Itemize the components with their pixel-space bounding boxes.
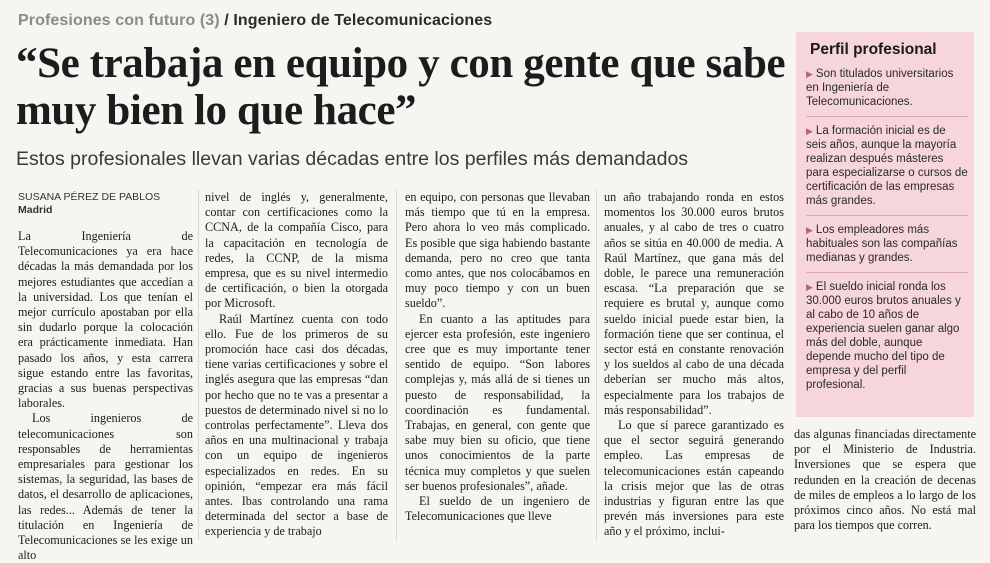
deck-subtitle: Estos profesionales llevan varias décadas entre los perfiles más demandados: [16, 148, 689, 170]
series-label: Profesiones con futuro (3): [18, 12, 220, 29]
paragraph: Raúl Martínez cuenta con todo ello. Fue de los primeros de su promoción hace casi dos décadas, tiene varias certificaciones y sobre el inglés asegura que las empresas “dan por hecho que no te vas a presentar a puestos de determinado nivel si no lo controlas perfectamente”. Lleva dos años en una multinacional y trabaja con un equipo de ingenieros especializados en redes. En su opinión, “empezar era más fácil antes. Ibas controlando una rama determinada del sector a base de experiencia y de trabajo: [205, 311, 388, 539]
sidebar-item: [806, 273, 968, 399]
article-column-2: [205, 190, 388, 540]
paragraph: Los ingenieros de telecomunicaciones son responsables de herramientas empresariales para gestionar los sistemas, la seguridad, las bases de datos, el desarrollo de aplicaciones, las redes... Además de tener la titulación en Ingeniería de Telecomunicaciones se les exige un alto: [18, 411, 193, 563]
triangle-bullet-icon: ▶: [806, 126, 813, 136]
sidebar-item-text: El sueldo inicial ronda los 30.000 euros brutos anuales y al cabo de 10 años de experiencia suelen ganar algo más del doble, aunque depende mucho del tipo de empresa y del perfil profesional.: [806, 281, 961, 391]
section-kicker: [18, 12, 492, 30]
sidebar-item: [806, 216, 968, 273]
triangle-bullet-icon: ▶: [806, 225, 813, 235]
paragraph: das algunas financiadas directamente por el Ministerio de Industria. Inversiones que se espera que redunden en la creación de decenas de miles de empleos a lo largo de los próximos cinco años. No está mal para los tiempos que corren.: [794, 427, 976, 533]
column-divider: [596, 190, 597, 540]
kicker-separator: /: [219, 12, 234, 29]
sidebar-item-text: La formación inicial es de seis años, aunque la mayoría realizan después másteres para especializarse o cursos de certificación de las empresas más grandes.: [806, 125, 968, 207]
byline: [18, 191, 160, 217]
topic-label: Ingeniero de Telecomunicaciones: [233, 12, 493, 29]
column-divider: [198, 190, 199, 540]
article-column-4: [604, 190, 784, 540]
article-column-3: [405, 190, 590, 524]
paragraph: en equipo, con personas que llevaban más tiempo que tú en la empresa. Pero ahora lo veo más complicado. Es posible que siga habiendo bastante demanda, pero no creo que tanta como antes, que nos colocábamos en muy poco tiempo y con un buen sueldo”.: [405, 190, 590, 311]
sidebar-item: [806, 67, 968, 117]
triangle-bullet-icon: ▶: [806, 69, 813, 79]
sidebar-item-text: Los empleadores más habituales son las compañías medianas y grandes.: [806, 224, 958, 264]
profile-sidebar: [796, 32, 974, 417]
paragraph: nivel de inglés y, generalmente, contar con certificaciones como la CCNA, de la compañía Cisco, para la capacitación en tecnología de redes, la CCNP, de la misma empresa, que es su nivel intermedio de certificación, o bien la otorgada por Microsoft.: [205, 190, 388, 311]
article-column-1: [18, 229, 193, 563]
sidebar-title: Perfil profesional: [810, 41, 937, 58]
paragraph: En cuanto a las aptitudes para ejercer esta profesión, este ingeniero cree que es muy importante tener sentido de equipo. “Son labores complejas y, más allá de si tienes un puesto de responsabilidad, la coordinación es fundamental. Trabajas, en general, con gente que sabe muy bien su oficio, que tiene unos conocimientos de la parte técnica muy completos y que suelen ser buenos profesionales”, añade.: [405, 311, 590, 493]
headline: “Se trabaja en equipo y con gente que sabe muy bien lo que hace”: [16, 40, 786, 134]
byline-author: SUSANA PÉREZ DE PABLOS: [18, 191, 161, 203]
paragraph: un año trabajando ronda en estos momentos los 30.000 euros brutos anuales, y al cabo de tres o cuatro años se sitúa en 40.000 de media. A Raúl Martínez, que gana más del doble, le parece una remuneración escasa. “La preparación que se requiere es brutal y, aunque como sueldo inicial puede estar bien, la formación tiene que ser continua, el sector está en constante renovación y los sueldos al cabo de una década deberían ser mucho más altos, especialmente para los trabajos de más responsabilidad”.: [604, 190, 784, 417]
column-divider: [396, 190, 397, 540]
sidebar-item-text: Son titulados universitarios en Ingeniería de Telecomunicaciones.: [806, 68, 954, 108]
paragraph: El sueldo de un ingeniero de Telecomunicaciones que lleve: [405, 494, 590, 524]
article-column-5: [794, 427, 976, 533]
paragraph: Lo que sí parece garantizado es que el sector seguirá generando empleo. Las empresas de telecomunicaciones están capeando la crisis mejor que las de otras industrias y figuran entre las que prevén más inversiones para este año y el próximo, inclui-: [604, 418, 784, 539]
sidebar-item: [806, 117, 968, 216]
triangle-bullet-icon: ▶: [806, 282, 813, 292]
paragraph: La Ingeniería de Telecomunicaciones ya era hace décadas la más demandada por los mejores estudiantes que accedían a la universidad. Los que tenían el mejor currículo apostaban por ella sin dudarlo porque la colocación era prácticamente inmediata. Han pasado los años, y esta carrera sigue estando entre las favoritas, gracias a sus buenas perspectivas laborales.: [18, 229, 193, 411]
byline-place: Madrid: [18, 204, 53, 216]
